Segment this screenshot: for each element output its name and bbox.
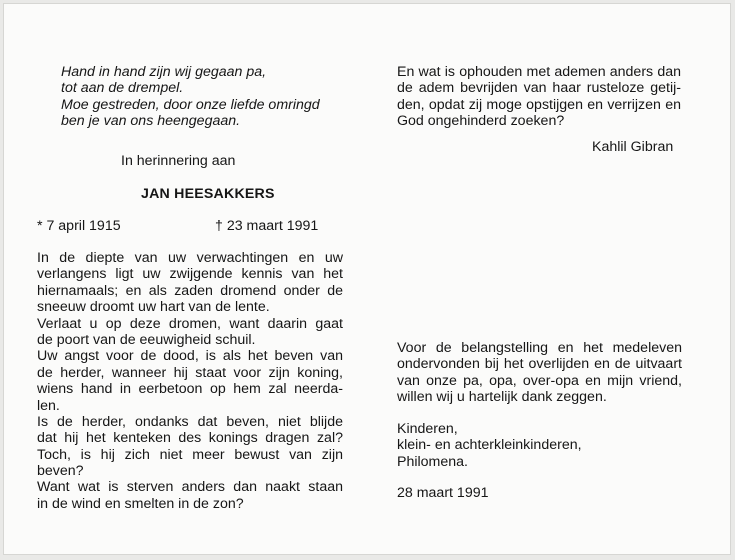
death-date: † 23 maart 1991 — [215, 218, 319, 234]
thanks-text — [397, 340, 682, 406]
verse-line: in de wind en smelten in de zon? — [37, 495, 244, 512]
verse-line: verlangens ligt uw zwijgende kennis van het — [37, 266, 343, 283]
verse-line: Want wat is sterven anders dan naakt staan — [37, 479, 343, 496]
verse-line: Is de herder, ondanks dat beven, niet blijde — [37, 413, 343, 430]
verse-line: sneeuw droomt uw hart van de lente. — [37, 299, 270, 316]
verse-text — [37, 250, 343, 512]
opening-poem — [61, 64, 320, 130]
poem-line: Hand in hand zijn wij gegaan pa, — [61, 64, 267, 80]
poem-line: Moe gestreden, door onze liefde omringd — [61, 96, 320, 113]
thanks-line: van onze pa, opa, over-opa en mijn vriend, — [397, 372, 682, 389]
verse-line: wiens hand in eerbetoon op hem zal neerda- — [37, 381, 343, 398]
verse-line: Uw angst voor de dood, is als het beven van — [37, 348, 343, 365]
birth-date: * 7 april 1915 — [37, 218, 121, 234]
deceased-name: JAN HEESAKKERS — [141, 186, 275, 202]
verse-line: dat hij het kenteken des konings dragen zal? — [37, 430, 343, 447]
signature-line: Kinderen, — [397, 421, 458, 437]
card-date: 28 maart 1991 — [397, 485, 489, 501]
signature-line: klein- en achterkleinkinderen, — [397, 437, 582, 454]
quote-author: Kahlil Gibran — [592, 139, 674, 155]
quote-line: den, opdat zij moge opstijgen en verrijzen en — [397, 96, 681, 113]
verse-line: In de diepte van uw verwachtingen en uw — [37, 250, 343, 266]
verse-line: de poort van de eeuwigheid schuil. — [37, 331, 256, 348]
quote-line: de adem bevrijden van haar rusteloze getij- — [397, 80, 681, 97]
thanks-line: Voor de belangstelling en het medeleven — [397, 340, 682, 356]
verse-line: len. — [37, 397, 60, 414]
verse-line: Verlaat u op deze dromen, want daarin gaat — [37, 315, 343, 332]
poem-line: tot aan de drempel. — [61, 80, 184, 97]
poem-line: ben je van ons heengegaan. — [61, 113, 241, 130]
signature-line: Philomena. — [397, 453, 468, 470]
in-memory-heading: In herinnering aan — [121, 153, 236, 169]
thanks-line: ondervonden bij het overlijden en de uitvaart — [397, 356, 682, 373]
quote-line: En wat is ophouden met ademen anders dan — [397, 64, 681, 80]
verse-line: Toch, is hij zich niet meer bewust van zijn — [37, 446, 343, 463]
gibran-quote — [397, 64, 681, 130]
verse-line: de herder, wanneer hij staat voor zijn koning, — [37, 364, 343, 381]
family-signature — [397, 421, 582, 470]
thanks-line: willen wij u hartelijk dank zeggen. — [397, 389, 607, 406]
verse-line: beven? — [37, 463, 84, 480]
verse-line: hiernamaals; en als zaden dromend onder de — [37, 282, 343, 299]
quote-line: God ongehinderd zoeken? — [397, 113, 565, 130]
